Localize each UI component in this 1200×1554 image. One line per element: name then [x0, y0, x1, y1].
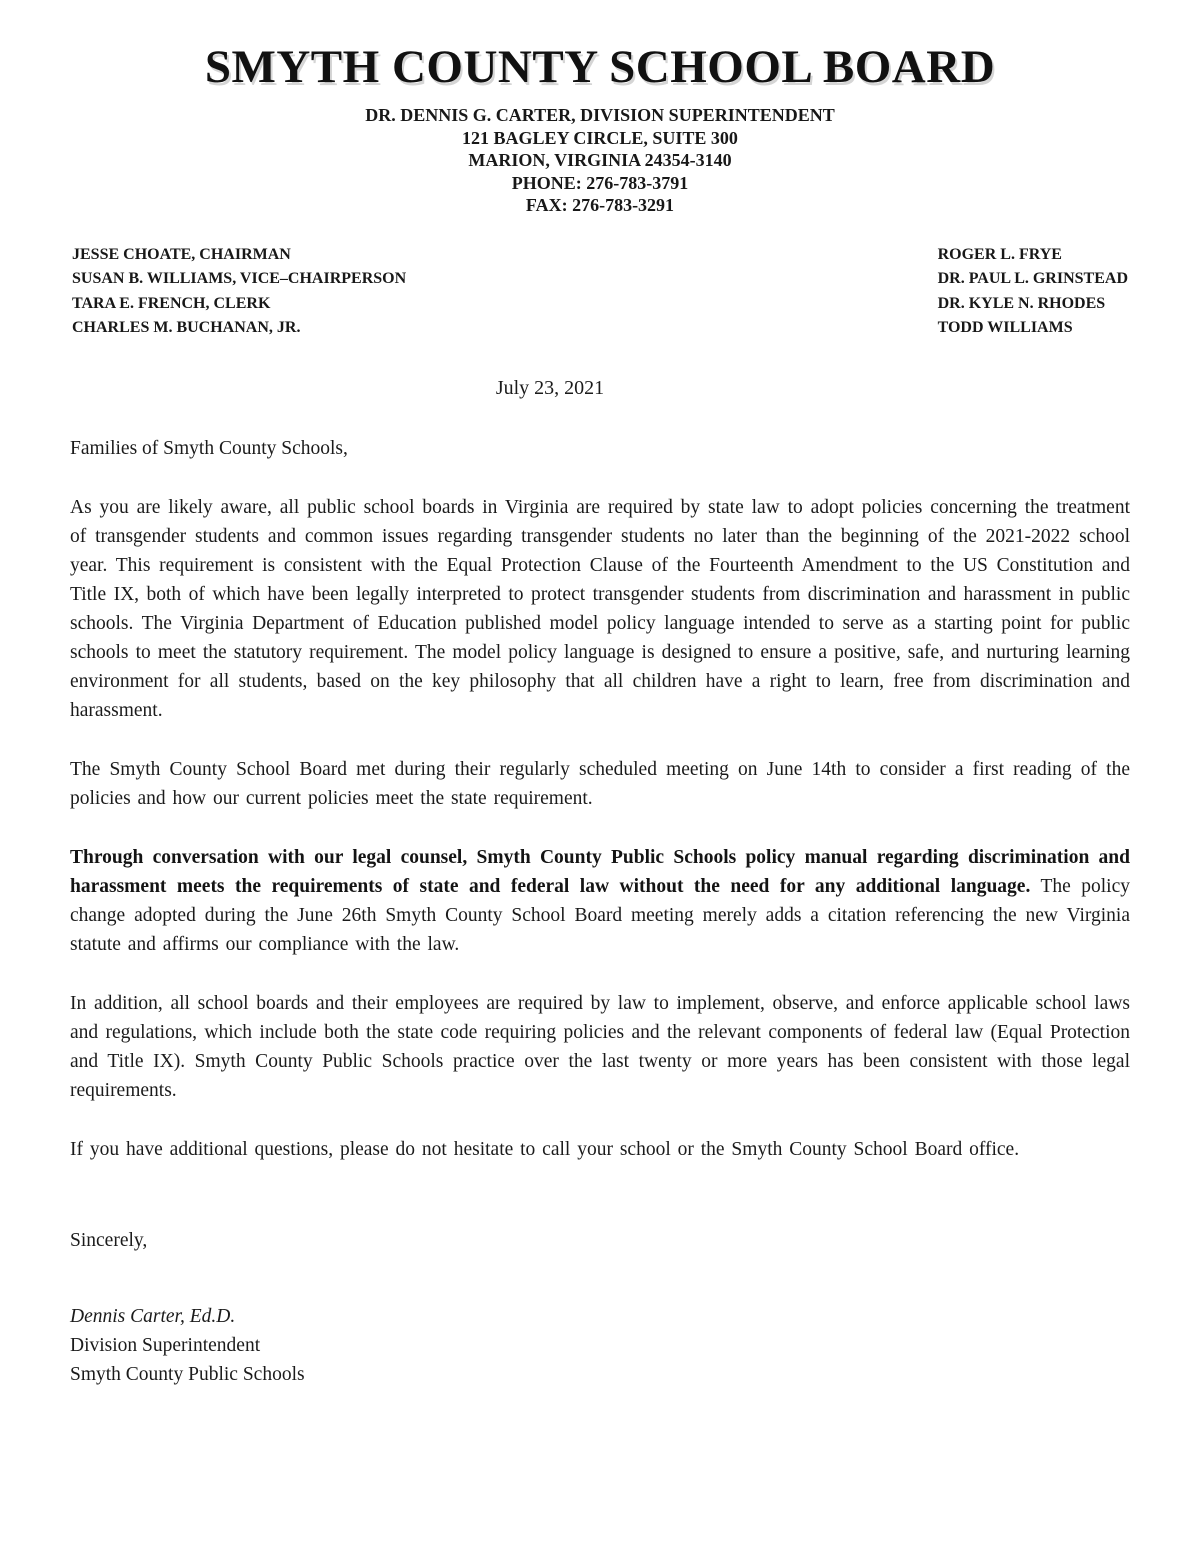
- board-member: CHARLES M. BUCHANAN, JR.: [72, 319, 301, 336]
- board-roster: [0, 217, 1200, 341]
- board-member: TODD WILLIAMS: [937, 319, 1073, 336]
- address-line-1: 121 BAGLEY CIRCLE, SUITE 300: [462, 127, 738, 148]
- letter-date: July 23, 2021: [495, 376, 605, 399]
- board-member: ROGER L. FRYE: [937, 245, 1062, 263]
- board-member: SUSAN B. WILLIAMS, VICE–CHAIRPERSON: [72, 270, 407, 287]
- paragraph-3-bold-statement: Through conversation with our legal counsel, Smyth County Public Schools policy manual regarding discrimination and harassment meets the requirements of state and federal law without the need for any additional language.: [70, 846, 1130, 897]
- board-member: DR. PAUL L. GRINSTEAD: [937, 270, 1128, 287]
- signature-organization: Smyth County Public Schools: [70, 1363, 305, 1385]
- superintendent-line: DR. DENNIS G. CARTER, DIVISION SUPERINTENDENT: [365, 105, 835, 125]
- paragraph-3-continuation: The policy change adopted during the June 26th Smyth County School Board meeting merely adds a citation referencing the new Virginia statute and affirms our compliance with the law.: [70, 875, 1130, 955]
- phone-line: PHONE: 276-783-3791: [511, 172, 689, 193]
- signature-title: Division Superintendent: [70, 1334, 261, 1356]
- closing: Sincerely,: [70, 1229, 148, 1251]
- paragraph-1: As you are likely aware, all public school boards in Virginia are required by state law to adopt policies concerning the treatment of transgender students and common issues regarding transgender students no later than the beginning of the 2021-2022 school year. This requirement is consistent with the Equal Protection Clause of the Fourteenth Amendment to the US Constitution and Title IX, both of which have been legally interpreted to protect transgender students from discrimination and harassment in public schools. The Virginia Department of Education published model policy language intended to serve as a starting point for public schools to meet the statutory requirement. The model policy language is designed to ensure a positive, safe, and nurturing learning environment for all students, based on the key philosophy that all children have a right to learn, free from discrimination and harassment.: [70, 496, 1130, 721]
- board-member: DR. KYLE N. RHODES: [937, 294, 1106, 312]
- paragraph-3: [70, 843, 1130, 959]
- address-line-2: MARION, VIRGINIA 24354-3140: [468, 150, 732, 170]
- signature-name: Dennis Carter, Ed.D.: [70, 1305, 236, 1327]
- letterhead: [0, 0, 1200, 217]
- paragraph-2: The Smyth County School Board met during their regularly scheduled meeting on June 14th to consider a first reading of the policies and how our current policies meet the state requirement.: [70, 758, 1130, 809]
- board-member: TARA E. FRENCH, CLERK: [72, 294, 271, 312]
- board-member: JESSE CHOATE, CHAIRMAN: [72, 245, 291, 263]
- board-roster-left-column: [72, 243, 406, 341]
- salutation: Families of Smyth County Schools,: [70, 437, 348, 459]
- paragraph-4: In addition, all school boards and their employees are required by law to implement, observe, and enforce applicable school laws and regulations, which include both the state code requiring policies and the relevant components of federal law (Equal Protection and Title IX). Smyth County Public Schools practice over the last twenty or more years has been consistent with those legal requirements.: [70, 992, 1130, 1101]
- fax-line: FAX: 276-783-3291: [525, 195, 675, 215]
- organization-title: SMYTH COUNTY SCHOOL BOARD: [204, 41, 996, 93]
- paragraph-5: If you have additional questions, please do not hesitate to call your school or the Smyth County School Board office.: [70, 1138, 1020, 1160]
- board-roster-right-column: [938, 243, 1128, 341]
